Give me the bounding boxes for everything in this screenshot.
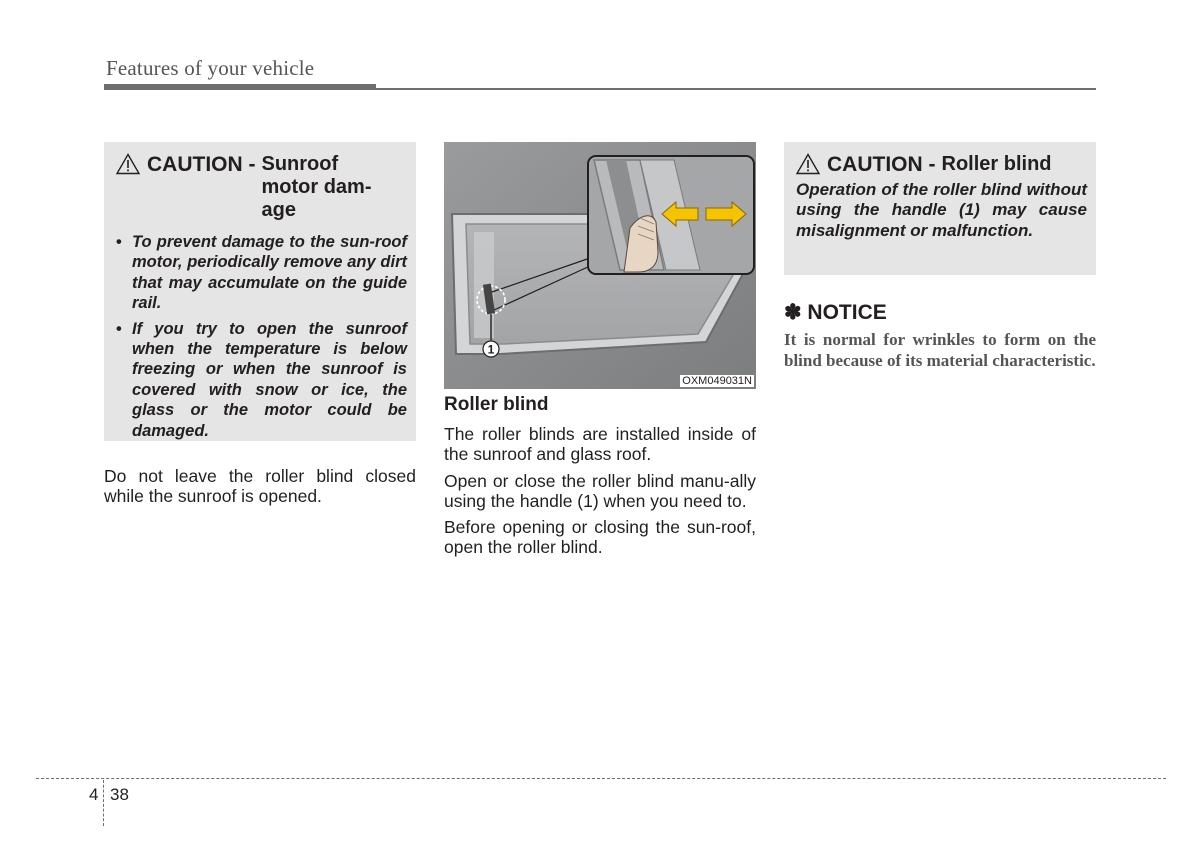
caution-bullet: • To prevent damage to the sun-roof motor, periodically remove any dirt that may accumulate on the guide rail. bbox=[116, 232, 407, 314]
notice-text: It is normal for wrinkles to form on the blind because of its material characteristic. bbox=[784, 330, 1096, 370]
paragraph: Open or close the roller blind manu-ally using the handle (1) when you need to. bbox=[444, 470, 756, 511]
header-rule-thin bbox=[376, 88, 1096, 90]
paragraph: The roller blinds are installed inside of the sunroof and glass roof. bbox=[444, 424, 756, 465]
left-column-text bbox=[104, 466, 416, 513]
caution-box-sunroof-motor bbox=[104, 142, 416, 441]
caution-title bbox=[796, 153, 1087, 176]
warning-triangle-icon bbox=[796, 153, 820, 175]
footer-divider bbox=[103, 780, 104, 826]
caution-bullet-list bbox=[116, 232, 407, 441]
section-heading: Roller blind bbox=[444, 394, 549, 415]
figure-code: OXM049031N bbox=[682, 375, 752, 387]
caution-bullet: • If you try to open the sunroof when the temperature is below freezing or when the sunroof is covered with snow or ice, the glass or the motor could be damaged. bbox=[116, 319, 407, 441]
warning-triangle-icon bbox=[116, 153, 140, 175]
caution-title bbox=[116, 153, 407, 222]
caution-subject: Roller blind bbox=[941, 153, 1052, 175]
caution-label: CAUTION - bbox=[827, 153, 936, 176]
page-header-title: Features of your vehicle bbox=[106, 56, 315, 80]
notice-title: ✽ NOTICE bbox=[784, 301, 887, 324]
roller-blind-section bbox=[444, 394, 756, 564]
paragraph: Before opening or closing the sun-roof, open the roller blind. bbox=[444, 517, 756, 558]
caution-subject-line: age bbox=[261, 199, 296, 221]
caution-box-roller-blind bbox=[784, 142, 1096, 275]
caution-subject-line: motor dam- bbox=[261, 176, 372, 198]
page-number: 38 bbox=[110, 785, 129, 804]
caution-label: CAUTION - bbox=[147, 153, 256, 176]
roller-blind-illustration bbox=[444, 142, 756, 389]
footer-rule bbox=[36, 778, 1166, 779]
header-rule-thick bbox=[104, 84, 376, 90]
figure-callout-number: 1 bbox=[487, 342, 495, 357]
paragraph: Do not leave the roller blind closed while the sunroof is opened. bbox=[104, 466, 416, 507]
caution-subject bbox=[262, 153, 372, 222]
chapter-number: 4 bbox=[89, 785, 99, 804]
caution-text: Operation of the roller blind without using the handle (1) may cause misalignment or malfunction. bbox=[796, 180, 1087, 240]
roller-blind-figure bbox=[444, 142, 756, 389]
caution-subject-line: Sunroof bbox=[261, 153, 339, 175]
